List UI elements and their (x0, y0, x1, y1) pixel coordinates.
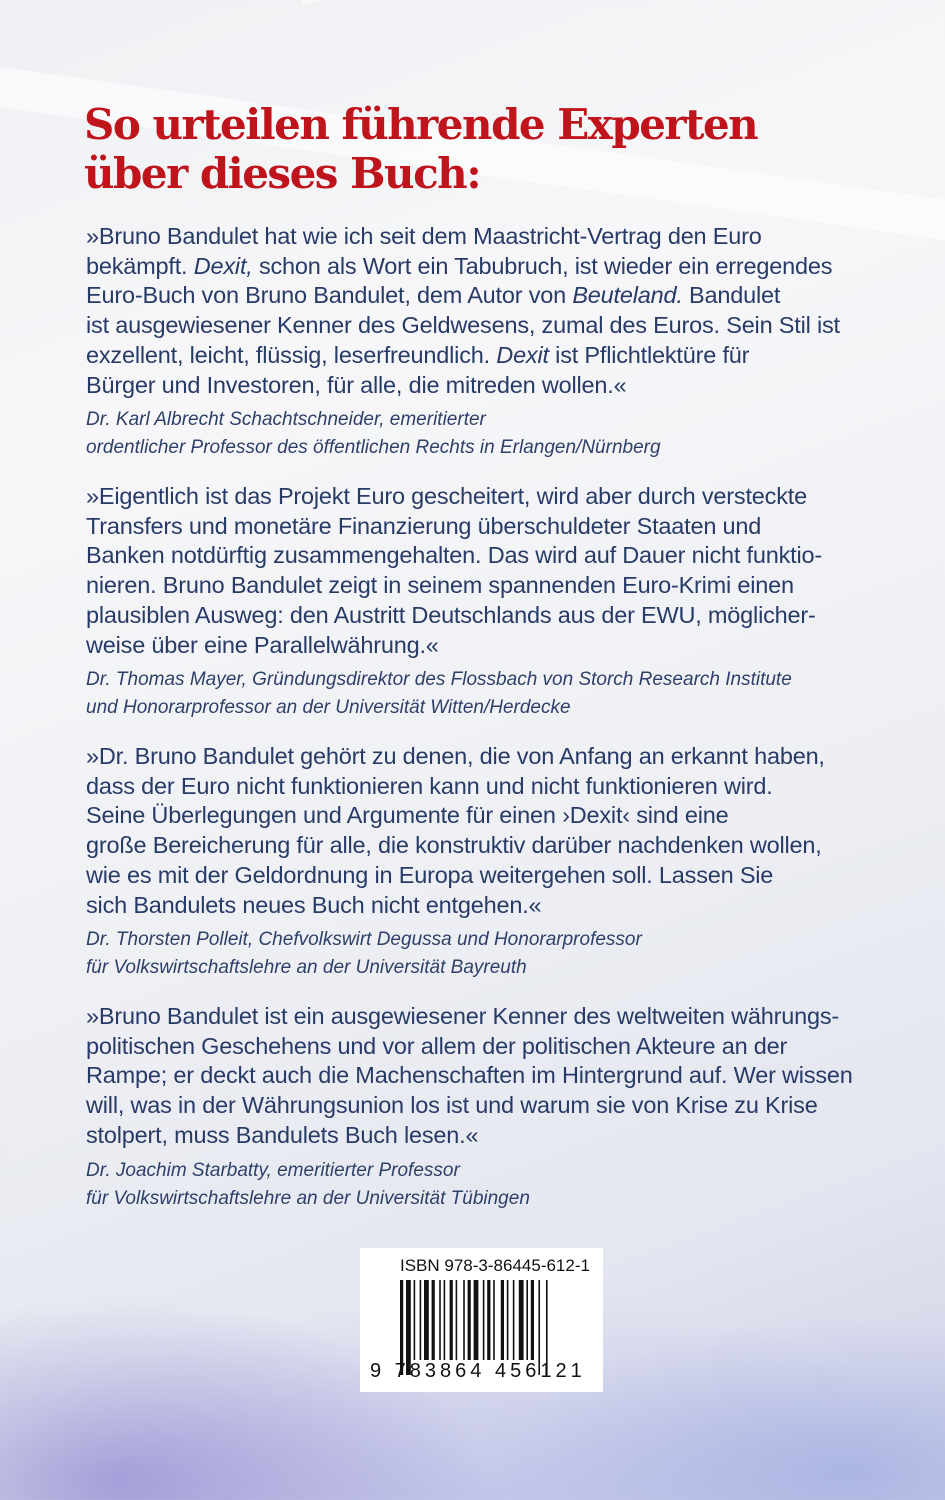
attribution-line: Dr. Joachim Starbatty, emeritierter Professor (86, 1159, 460, 1181)
barcode-bar (519, 1280, 524, 1360)
quote-text: schon als Wort ein Tabubruch, ist wieder ein erregendes (252, 252, 833, 279)
quote-line (86, 631, 886, 661)
quote-text: wie es mit der Geldordnung in Europa weitergehen soll. Lassen Sie (86, 861, 774, 888)
quote-line (86, 541, 886, 571)
quote-line (86, 831, 886, 861)
barcode-bar (432, 1280, 435, 1360)
quote-line (86, 1032, 886, 1062)
quote-text: Bürger und Investoren, für alle, die mitreden wollen.« (86, 371, 627, 398)
quote-text: »Dr. Bruno Bandulet gehört zu denen, die von Anfang an erkannt haben, (86, 743, 825, 769)
barcode-bar (526, 1280, 528, 1360)
page-title (84, 100, 757, 198)
attribution-line: für Volkswirtschaftslehre an der Universität Bayreuth (86, 957, 527, 979)
title-line: über dieses Buch: (84, 149, 481, 198)
italic-title: Dexit (496, 341, 549, 368)
attribution-line: Dr. Karl Albrecht Schachtschneider, emeritierter (86, 409, 486, 431)
quote-text: ist ausgewiesener Kenner des Geldwesens, zumal des Euros. Sein Stil ist (86, 312, 840, 339)
quote-text: Euro-Buch von Bruno Bandulet, dem Autor von (86, 282, 573, 309)
attribution (86, 406, 886, 462)
attribution (86, 926, 886, 982)
barcode-bar (444, 1280, 446, 1360)
attribution-line: und Honorarprofessor an der Universität Witten/Herdecke (86, 697, 571, 719)
quote-line (86, 281, 886, 311)
barcode-bar (424, 1280, 429, 1360)
barcode-digits: 9 783864 456121 (370, 1360, 586, 1382)
quote-line (86, 861, 886, 891)
quote-line (86, 1061, 886, 1091)
attribution-line: Dr. Thomas Mayer, Gründungsdirektor des Flossbach von Storch Research Institute (86, 669, 792, 691)
attribution-line: ordentlicher Professor des öffentlichen Rechts in Erlangen/Nürnberg (86, 437, 661, 459)
title-line: So urteilen führende Experten (84, 100, 758, 149)
quote-line (86, 801, 886, 831)
barcode-bar (456, 1280, 458, 1360)
quote-line (86, 772, 886, 802)
quote-text: »Bruno Bandulet ist ein ausgewiesener Kenner des weltweiten währungs- (86, 1003, 840, 1029)
barcode-bar (414, 1280, 416, 1360)
isbn-barcode (360, 1248, 603, 1392)
testimonial (86, 222, 886, 462)
barcode-bar (463, 1280, 465, 1360)
quote-line (86, 222, 886, 252)
attribution (86, 1157, 886, 1213)
attribution-line: Dr. Thorsten Polleit, Chefvolkswirt Degussa und Honorarprofessor (86, 929, 642, 951)
quote-text: politischen Geschehens und vor allem der politischen Akteure an der (86, 1032, 788, 1059)
quote-text: exzellent, leicht, flüssig, leserfreundlich. (86, 341, 497, 368)
quote-text: Rampe; er deckt auch die Machenschaften im Hintergrund auf. Wer wissen (86, 1062, 853, 1089)
quote-text: dass der Euro nicht funktionieren kann und nicht funktionieren wird. (86, 772, 773, 799)
quote-text: Banken notdürftig zusammengehalten. Das wird auf Dauer nicht funktio- (86, 542, 822, 569)
barcode-bar (493, 1280, 495, 1360)
quote-text: Transfers und monetäre Finanzierung überschuldeter Staaten und (86, 512, 762, 539)
quote-line (86, 601, 886, 631)
barcode-bar (468, 1280, 471, 1360)
isbn-label: ISBN 978-3-86445-612-1 (400, 1256, 590, 1275)
barcode-bar (513, 1280, 515, 1360)
quote-line (86, 371, 886, 401)
barcode-bar (450, 1280, 453, 1360)
quote-line (86, 311, 886, 341)
attribution (86, 666, 886, 722)
quote-text: ist Pflichtlektüre für (548, 341, 750, 368)
quote-line (86, 341, 886, 371)
barcode-bar (507, 1280, 509, 1360)
quote-line (86, 891, 886, 921)
italic-title: Dexit, (193, 252, 253, 279)
quote-text: »Eigentlich ist das Projekt Euro gescheitert, wird aber durch versteckte (86, 483, 807, 509)
quote-text: bekämpft. (86, 252, 194, 279)
quote-line (86, 1091, 886, 1121)
quote-text: stolpert, muss Bandulets Buch lesen.« (86, 1121, 479, 1148)
quote-text: nieren. Bruno Bandulet zeigt in seinem spannenden Euro-Krimi einen (86, 572, 794, 599)
quote-line (86, 1121, 886, 1151)
attribution-line: für Volkswirtschaftslehre an der Universität Tübingen (86, 1187, 530, 1209)
quote-line (86, 252, 886, 282)
quote-text: große Bereicherung für alle, die konstruktiv darüber nachdenken wollen, (86, 832, 822, 859)
quote-text: »Bruno Bandulet hat wie ich seit dem Maastricht-Vertrag den Euro (86, 223, 762, 249)
barcode-bar (487, 1280, 490, 1360)
quote-text: plausiblen Ausweg: den Austritt Deutschlands aus der EWU, möglicher- (86, 601, 816, 628)
quote-text: weise über eine Parallelwährung.« (86, 631, 439, 658)
quote-line (86, 742, 886, 772)
testimonial (86, 742, 886, 982)
quote-text: Bandulet (682, 282, 781, 309)
quote-text: will, was in der Währungsunion los ist und warum sie von Krise zu Krise (86, 1092, 818, 1119)
background-light-streak (297, 0, 945, 5)
testimonial (86, 1002, 886, 1213)
quote-line (86, 482, 886, 512)
barcode-bar (501, 1280, 504, 1360)
quote-text: Seine Überlegungen und Argumente für einen ›Dexit‹ sind eine (86, 802, 729, 829)
italic-title: Beuteland. (572, 282, 683, 309)
barcode-bar (474, 1280, 479, 1360)
barcode-bar (420, 1280, 422, 1360)
testimonial (86, 482, 886, 722)
barcode-bar (531, 1280, 534, 1360)
quote-line (86, 571, 886, 601)
quote-text: sich Bandulets neues Buch nicht entgehen.« (86, 891, 542, 918)
quote-line (86, 512, 886, 542)
quote-line (86, 1002, 886, 1032)
barcode-bar (483, 1280, 485, 1360)
barcode-bar (439, 1280, 441, 1360)
